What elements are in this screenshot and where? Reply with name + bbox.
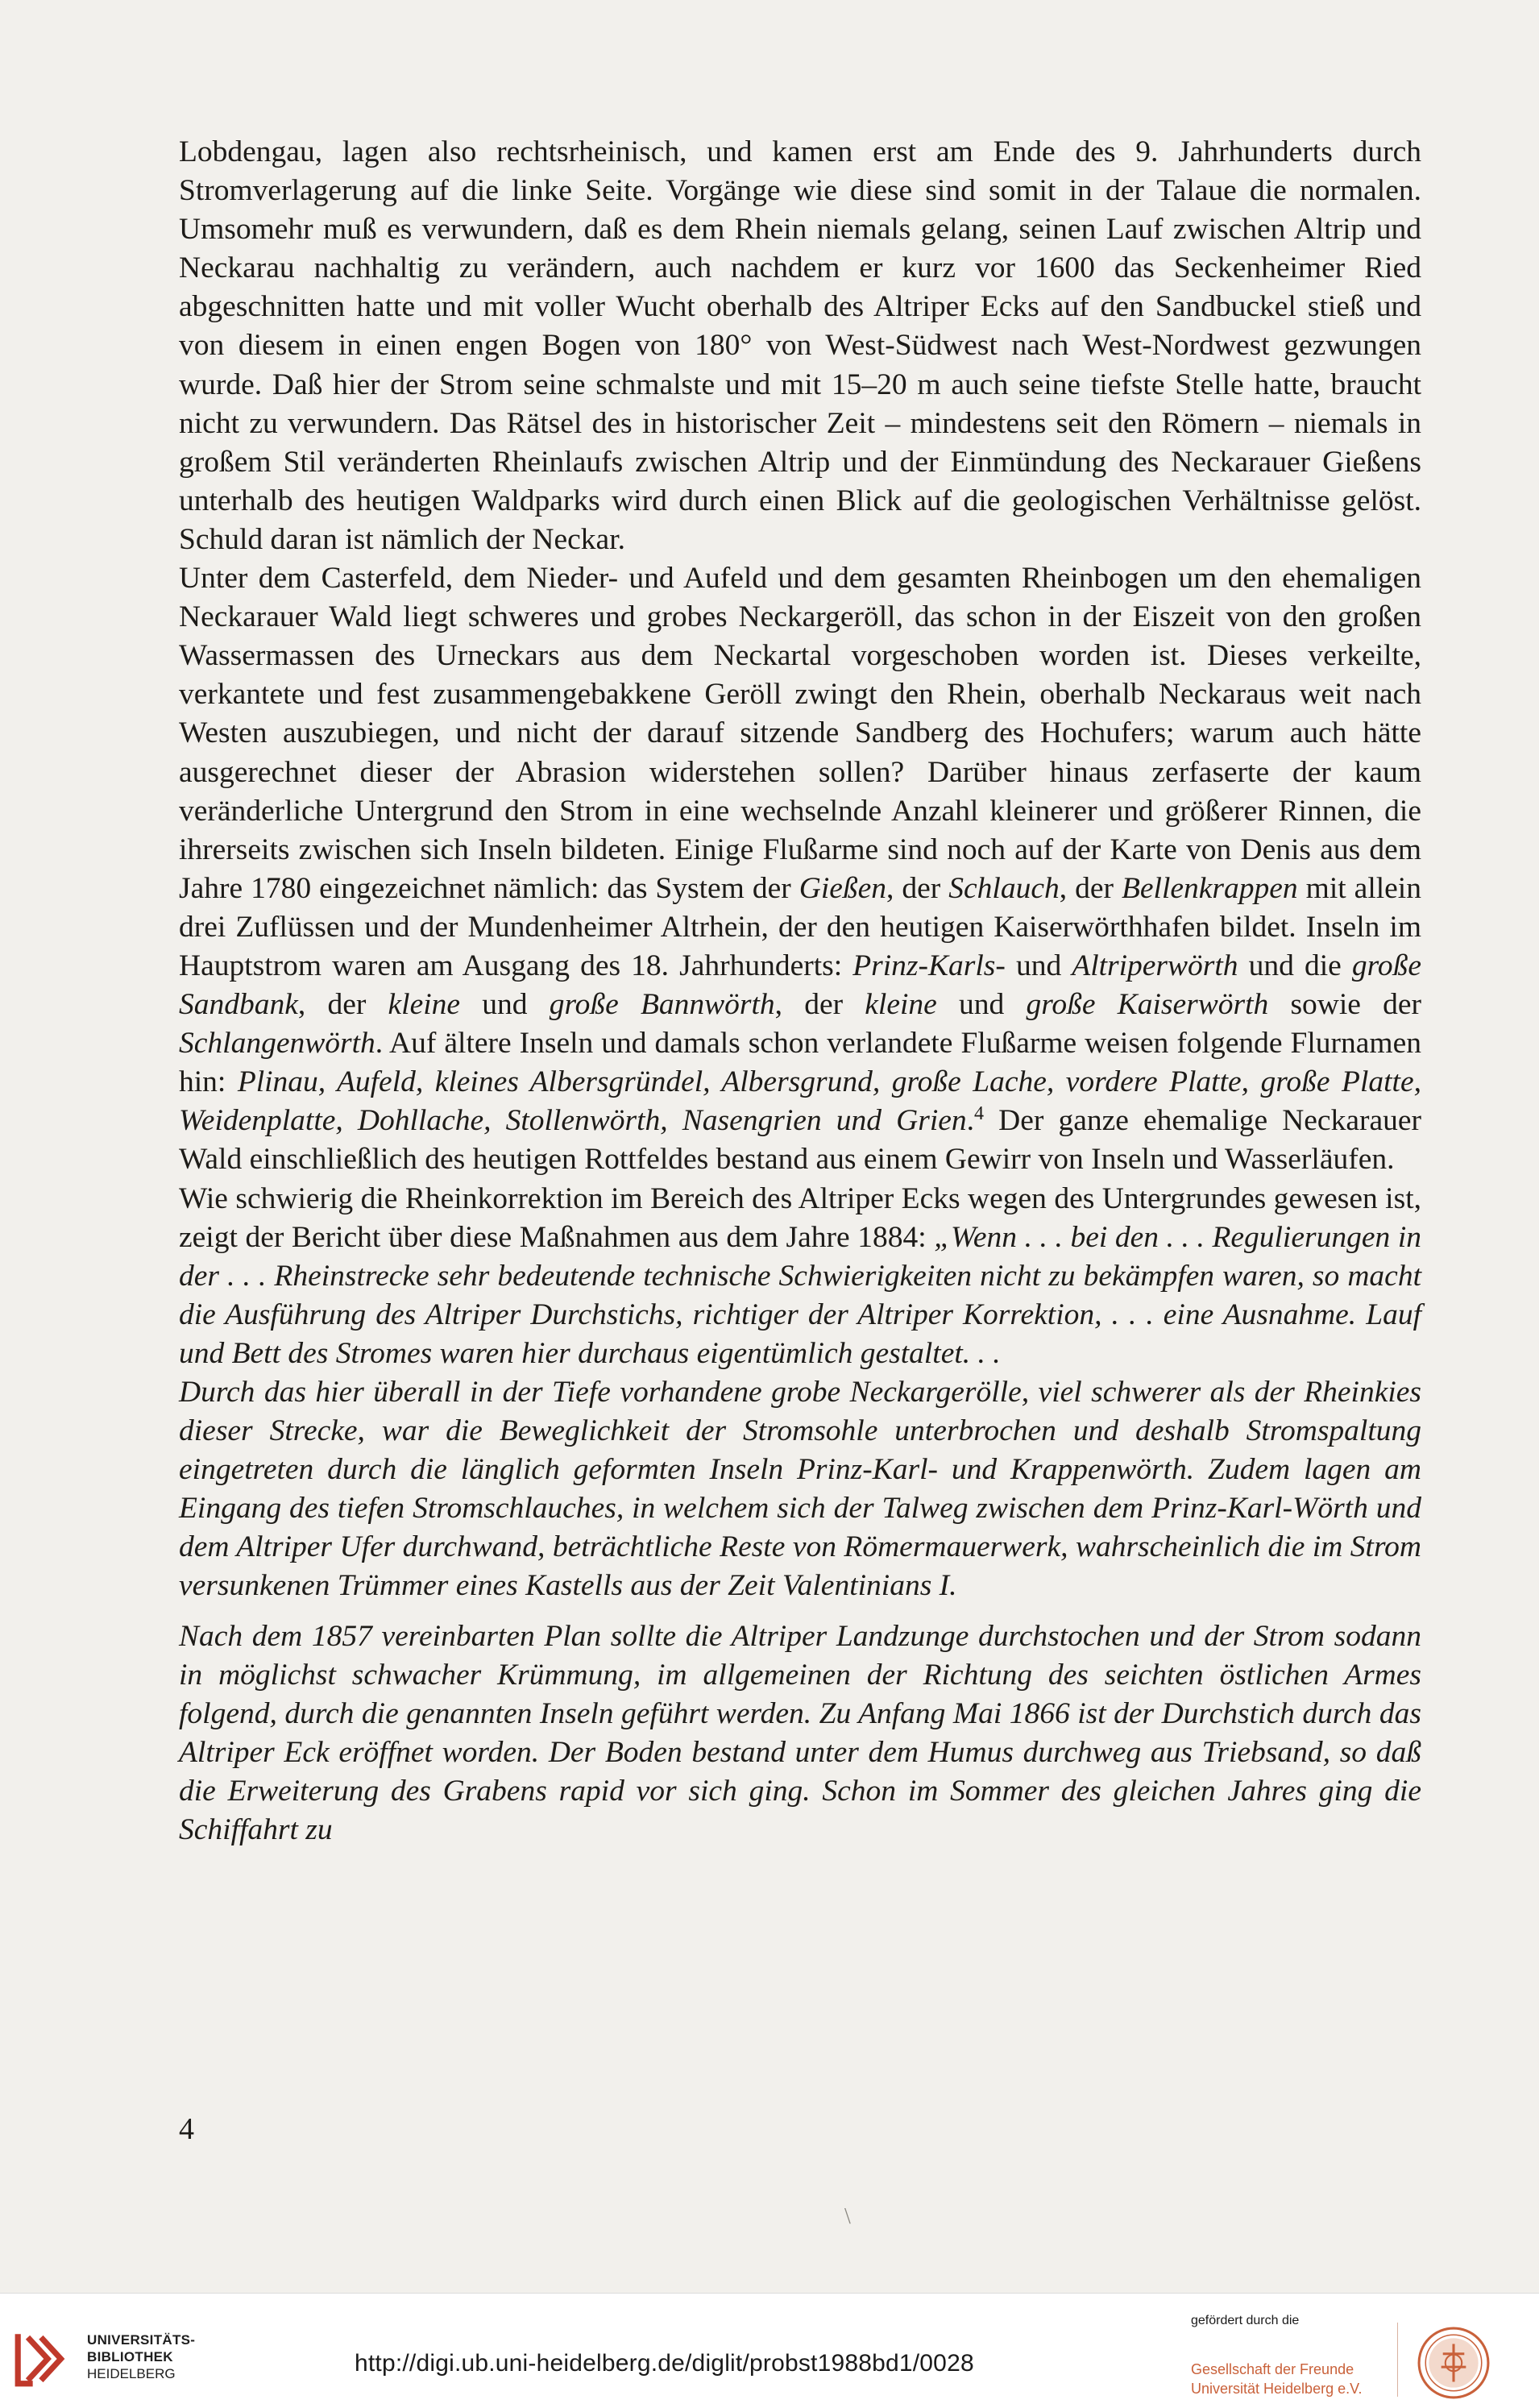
- sponsor-label: gefördert durch die: [1191, 2314, 1300, 2327]
- footer-bar: [0, 2293, 1539, 2408]
- library-name[interactable]: [87, 2331, 195, 2382]
- library-name-line: HEIDELBERG: [87, 2366, 176, 2381]
- italic-text: große Sandbank: [179, 949, 1421, 1022]
- text-run: Lobdengau, lagen also rechtsrheinisch, und kamen erst am Ende des 9. Jahrhunderts durch Stromverlagerung auf die linke Seite. Vorgänge wie diese sind somit in der Talaue die normalen. Umsomehr muß es verwundern, daß es dem Rhein niemals gelang, seinen Lauf zwischen Altrip und Neckarau nachhaltig zu verändern, auch nachdem er kurz vor 1600 das Seckenheimer Ried abgeschnitten hatte und mit voller Wucht oberhalb des Altriper Ecks auf den Sandbuckel stieß und von diesem in einen engen Bogen von 180° von West-Südwest nach West-Nordwest gezwungen wurde. Daß hier der Strom seine schmalste und mit 15–20 m auch seine tiefste Stelle hatte, braucht nicht zu verwundern. Das Rätsel des in historischer Zeit – mindestens seit den Römern – niemals in großem Stil veränderten Rheinlaufs zwischen Altrip und der Einmündung des Neckarauer Gießens unterhalb des heutigen Waldparks wird durch einen Blick auf die geologischen Verhältnisse gelöst. Schuld daran ist nämlich der Neckar.: [179, 135, 1421, 556]
- text-run: und: [936, 988, 1027, 1022]
- quote-paragraph: [179, 1617, 1421, 1850]
- paragraph: [179, 1180, 1421, 1373]
- page-number: 4: [179, 2112, 194, 2146]
- scan-artifact: \: [844, 2204, 851, 2229]
- university-seal-icon[interactable]: [1417, 2326, 1491, 2400]
- text-run: Der ganze ehemalige Neckarauer Wald einschließlich des heutigen Rottfeldes bestand aus einem Gewirr von Inseln und Wasserläufen.: [179, 1104, 1421, 1177]
- italic-text: Bellenkrappen: [1122, 871, 1298, 905]
- italic-text: kleine: [388, 988, 461, 1022]
- text-run: und: [1005, 949, 1072, 982]
- library-name-line: BIBLIOTHEK: [87, 2349, 173, 2364]
- italic-text: große Bannwörth: [549, 988, 775, 1022]
- italic-text: Plinau, Aufeld, kleines Albersgründel, Albersgrund, große Lache, vordere Platte, große Platte, Weidenplatte, Dohllache, Stollenwörth, Nasengrien und Grien: [179, 1065, 1421, 1138]
- body-text: [179, 133, 1421, 1850]
- text-run: Unter dem Casterfeld, dem Nieder- und Aufeld und dem gesamten Rheinbogen um den ehemaligen Neckarauer Wald liegt schweres und grobes Neckargeröll, das schon in der Eiszeit von den großen Wassermassen des Urneckars aus dem Neckartal vorgeschoben worden ist. Dieses verkeilte, verkantete und fest zusammengebakkene Geröll zwingt den Rhein, oberhalb Neckaraus weit nach Westen auszubiegen, und nicht der darauf sitzende Sandberg des Hochufers; warum auch hätte ausgerechnet dieser der Abrasion widerstehen sollen? Darüber hinaus zerfaserte der kaum veränderliche Untergrund den Strom in eine wechselnde Anzahl kleinerer und größerer Rinnen, die ihrerseits zwischen sich Inseln bildeten. Einige Flußarme sind noch auf der Karte von Denis aus dem Jahre 1780 eingezeichnet nämlich: das System der: [179, 562, 1421, 905]
- text-run: und: [460, 988, 550, 1022]
- text-run: , der: [886, 871, 949, 905]
- paragraph: [179, 559, 1421, 1180]
- italic-text: Schlangenwörth: [179, 1027, 375, 1061]
- italic-text: Prinz-Karls-: [852, 949, 1006, 982]
- italic-text: Altriperwörth: [1072, 949, 1238, 982]
- italic-text: große Kaiserwörth: [1026, 988, 1269, 1022]
- italic-text: Durch das hier überall in der Tiefe vorhandene grobe Neckargerölle, viel schwerer als der Rheinkies dieser Strecke, war die Beweglichkeit der Stromsohle unterbrochen und deshalb Stromspaltung eingetreten durch die länglich geformten Inseln Prinz-Karl- und Krappenwörth. Zudem lagen am Eingang des tiefen Stromschlauches, in welchem sich der Talweg zwischen dem Prinz-Karl-Wörth und dem Altriper Ufer durchwand, beträchtliche Reste von Römermauerwerk, wahrscheinlich die im Strom versunkenen Trümmer eines Kastells aus der Zeit Valentinians I.: [179, 1376, 1421, 1603]
- permalink-url[interactable]: http://digi.ub.uni-heidelberg.de/diglit/probst1988bd1/0028: [355, 2350, 974, 2377]
- footer-divider: [1397, 2323, 1398, 2397]
- text-run: .: [966, 1104, 975, 1138]
- library-name-line: UNIVERSITÄTS-: [87, 2332, 196, 2348]
- text-run: , der: [297, 988, 388, 1022]
- text-run: , der: [774, 988, 865, 1022]
- text-run: , der: [1059, 871, 1122, 905]
- italic-text: „Wenn . . . bei den . . . Regulierungen in der . . . Rheinstrecke sehr bedeutende technische Schwierigkeiten nicht zu bekämpfen waren, so macht die Ausführung des Altriper Durchstichs, richtiger der Altriper Korrektion, . . . eine Ausnahme. Lauf und Bett des Stromes waren hier durchaus eigentümlich gestaltet. . .: [179, 1220, 1421, 1370]
- italic-text: Nach dem 1857 vereinbarten Plan sollte die Altriper Landzunge durchstochen und der Strom sodann in möglichst schwacher Krümmung, im allgemeinen der Richtung des seichten östlichen Armes folgend, durch die genannten Inseln geführt werden. Zu Anfang Mai 1866 ist der Durchstich durch das Altriper Eck eröffnet worden. Der Boden bestand unter dem Humus durchweg aus Triebsand, so daß die Erweiterung des Grabens rapid vor sich ging. Schon im Sommer des gleichen Jahres ging die Schiffahrt zu: [179, 1619, 1421, 1847]
- text-run: Wie schwierig die Rheinkorrektion im Bereich des Altriper Ecks wegen des Untergrundes gewesen ist, zeigt der Bericht über diese Maßnahmen aus dem Jahre 1884:: [179, 1181, 1421, 1254]
- sponsor-name[interactable]: [1191, 2360, 1362, 2398]
- italic-text: kleine: [865, 988, 937, 1022]
- sponsor-name-line: Gesellschaft der Freunde: [1191, 2361, 1354, 2377]
- footnote-marker: 4: [974, 1103, 985, 1125]
- text-run: mit allein drei Zuflüssen und der Mundenheimer Altrhein, der den heutigen Kaiserwörthhafen bildet. Inseln im Hauptstrom waren am Ausgang des 18. Jahrhunderts:: [179, 871, 1421, 982]
- italic-text: Gießen: [799, 871, 887, 905]
- text-run: sowie der: [1268, 988, 1422, 1022]
- ub-heidelberg-logo-icon[interactable]: [11, 2326, 77, 2392]
- italic-text: Schlauch: [948, 871, 1060, 905]
- text-run: . Auf ältere Inseln und damals schon verlandete Flußarme weisen folgende Flurnamen hin:: [179, 1027, 1421, 1099]
- quote-paragraph: [179, 1373, 1421, 1606]
- paragraph: [179, 133, 1421, 559]
- text-run: und die: [1238, 949, 1352, 982]
- sponsor-name-line: Universität Heidelberg e.V.: [1191, 2381, 1363, 2397]
